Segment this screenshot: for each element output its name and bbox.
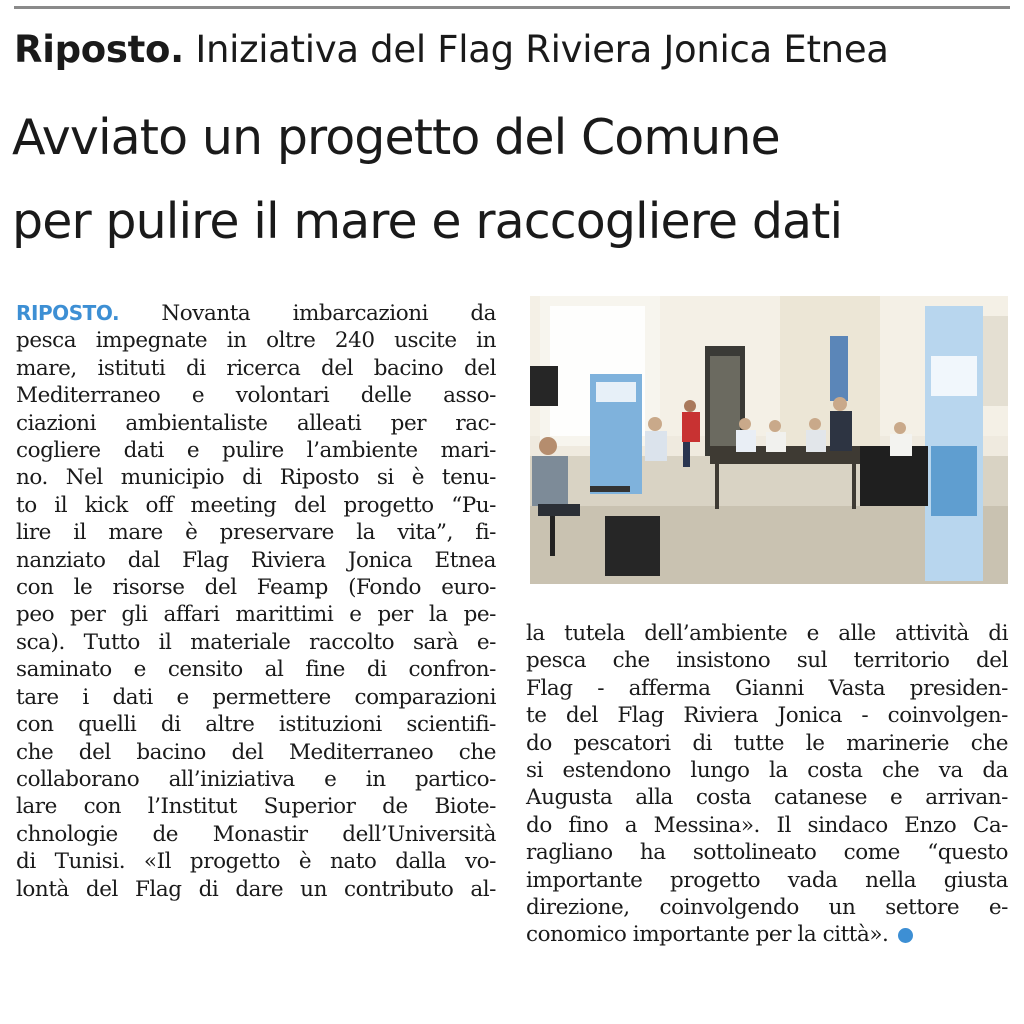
article-line: te del Flag Riviera Jonica - coinvolgen- xyxy=(526,703,1008,729)
article-line: collaborano all’iniziativa e in partico- xyxy=(16,766,496,792)
article-line: che del bacino del Mediterraneo che xyxy=(16,739,496,765)
article-line: Flag - afferma Gianni Vasta presiden- xyxy=(526,675,1008,701)
article-column-left xyxy=(16,300,496,903)
article-line: nanziato dal Flag Riviera Jonica Etnea xyxy=(16,547,496,573)
end-marker xyxy=(898,928,913,943)
headline-line: Avviato un progetto del Comune xyxy=(12,109,780,166)
article-line: sca). Tutto il materiale raccolto sarà e- xyxy=(16,629,496,655)
kicker xyxy=(14,28,1014,72)
article-line: no. Nel municipio di Riposto si è tenu- xyxy=(16,465,496,491)
headline xyxy=(12,96,1017,264)
article-line: to il kick off meeting del progetto “Pu- xyxy=(16,492,496,518)
article-line: pesca impegnate in oltre 240 uscite in xyxy=(16,328,496,354)
article-line: tare i dati e permettere comparazioni xyxy=(16,684,496,710)
article-line: do fino a Messina». Il sindaco Enzo Ca- xyxy=(526,812,1008,838)
article-line xyxy=(16,300,496,327)
article-line: pesca che insistono sul territorio del xyxy=(526,648,1008,674)
meeting-photo-illustration xyxy=(530,296,1008,584)
article-line: ragliano ha sottolineato come “questo xyxy=(526,840,1008,866)
dateline: RIPOSTO. xyxy=(16,301,120,325)
article-line: chnologie de Monastir dell’Università xyxy=(16,821,496,847)
article-line: conomico importante per la città». xyxy=(526,921,1008,948)
article-line: saminato e censito al fine di confron- xyxy=(16,657,496,683)
article-line: mare, istituti di ricerca del bacino del xyxy=(16,355,496,381)
article-line: Augusta alla costa catanese e arrivan- xyxy=(526,785,1008,811)
article-line: ciazioni ambientaliste alleati per rac- xyxy=(16,410,496,436)
article-line: si estendono lungo la costa che va da xyxy=(526,758,1008,784)
article-line: importante progetto vada nella giusta xyxy=(526,867,1008,893)
top-rule xyxy=(14,6,1010,9)
article-line: lontà del Flag di dare un contributo al- xyxy=(16,876,496,902)
article-line: Mediterraneo e volontari delle asso- xyxy=(16,383,496,409)
article-line: con le risorse del Feamp (Fondo euro- xyxy=(16,575,496,601)
article-line: cogliere dati e pulire l’ambiente mari- xyxy=(16,438,496,464)
article-line: con quelli di altre istituzioni scientifi- xyxy=(16,712,496,738)
article-line: la tutela dell’ambiente e alle attività di xyxy=(526,621,1008,646)
article-line: lare con l’Institut Superior de Biote- xyxy=(16,794,496,820)
article-line: lire il mare è preservare la vita”, fi- xyxy=(16,520,496,546)
article-line: do pescatori di tutte le marinerie che xyxy=(526,730,1008,756)
article-line: peo per gli affari marittimi e per la pe- xyxy=(16,602,496,628)
meeting-photo xyxy=(530,296,1008,584)
article-line: di Tunisi. «Il progetto è nato dalla vo- xyxy=(16,849,496,875)
headline-line: per pulire il mare e raccogliere dati xyxy=(12,193,843,250)
kicker-text: Iniziativa del Flag Riviera Jonica Etnea xyxy=(195,28,889,71)
article-column-right xyxy=(526,620,1008,949)
article-text: Novanta imbarcazioni da xyxy=(161,301,496,326)
article-line: direzione, coinvolgendo un settore e- xyxy=(526,895,1008,921)
kicker-place: Riposto. xyxy=(14,28,184,71)
